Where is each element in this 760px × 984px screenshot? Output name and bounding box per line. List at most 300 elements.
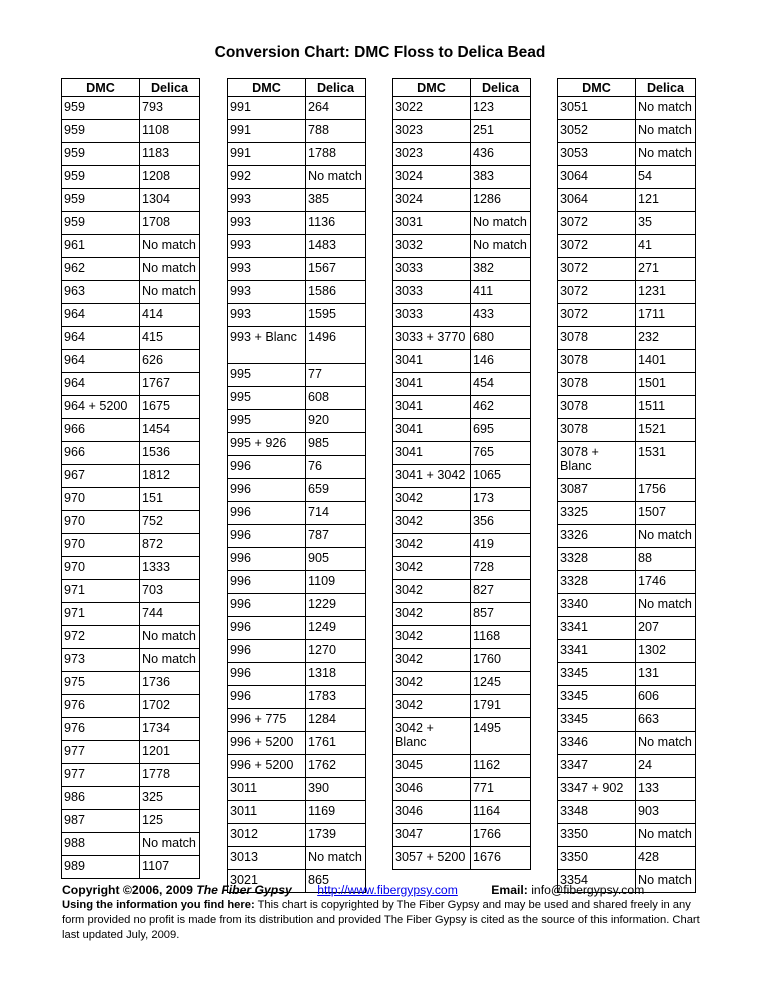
dmc-cell: 3046 — [393, 801, 471, 824]
delica-cell: 1675 — [140, 396, 200, 419]
delica-header: Delica — [140, 79, 200, 97]
delica-cell: No match — [636, 525, 696, 548]
dmc-cell: 3011 — [228, 778, 306, 801]
delica-cell: 1739 — [306, 824, 366, 847]
dmc-cell: 3350 — [558, 824, 636, 847]
dmc-cell: 3031 — [393, 212, 471, 235]
dmc-cell: 991 — [228, 97, 306, 120]
table-row — [62, 672, 200, 695]
table-row — [393, 465, 531, 488]
table-row — [393, 419, 531, 442]
email-address[interactable]: info@fibergypsy.com — [531, 883, 645, 897]
dmc-cell: 3042 — [393, 557, 471, 580]
table-row — [558, 709, 696, 732]
table-row — [558, 281, 696, 304]
dmc-cell: 964 + 5200 — [62, 396, 140, 419]
table-row — [228, 433, 366, 456]
delica-cell: 1065 — [471, 465, 531, 488]
table-row — [558, 97, 696, 120]
delica-cell: 1304 — [140, 189, 200, 212]
table-row — [393, 672, 531, 695]
dmc-cell: 3033 + 3770 — [393, 327, 471, 350]
table-row — [228, 120, 366, 143]
dmc-cell: 3341 — [558, 617, 636, 640]
dmc-cell: 3033 — [393, 281, 471, 304]
delica-cell: 827 — [471, 580, 531, 603]
delica-cell: 1109 — [306, 571, 366, 594]
delica-cell: 1318 — [306, 663, 366, 686]
delica-cell: 680 — [471, 327, 531, 350]
delica-cell: 1164 — [471, 801, 531, 824]
delica-cell: 125 — [140, 810, 200, 833]
dmc-cell: 995 — [228, 364, 306, 387]
page-title: Conversion Chart: DMC Floss to Delica Bead — [214, 44, 546, 61]
table-row — [393, 258, 531, 281]
delica-cell: 695 — [471, 419, 531, 442]
table-row — [228, 640, 366, 663]
dmc-cell: 3042 — [393, 511, 471, 534]
delica-cell: 41 — [636, 235, 696, 258]
table-row — [558, 732, 696, 755]
table-row — [558, 525, 696, 548]
table-row — [393, 801, 531, 824]
table-row — [393, 143, 531, 166]
delica-cell: 24 — [636, 755, 696, 778]
delica-cell: 131 — [636, 663, 696, 686]
table-row — [228, 281, 366, 304]
table-row — [228, 189, 366, 212]
table-row — [62, 856, 200, 879]
copyright-line — [62, 883, 710, 898]
table-row — [228, 847, 366, 870]
table-row — [62, 97, 200, 120]
table-row — [558, 189, 696, 212]
dmc-cell: 976 — [62, 695, 140, 718]
delica-cell: 1333 — [140, 557, 200, 580]
table-row — [558, 571, 696, 594]
table-row — [393, 695, 531, 718]
dmc-cell: 3072 — [558, 235, 636, 258]
table-row — [393, 304, 531, 327]
table-row — [62, 580, 200, 603]
dmc-cell: 991 — [228, 120, 306, 143]
delica-cell: 271 — [636, 258, 696, 281]
delica-cell: 1708 — [140, 212, 200, 235]
table-row — [228, 617, 366, 640]
delica-cell: 1249 — [306, 617, 366, 640]
dmc-cell: 970 — [62, 511, 140, 534]
dmc-cell: 995 — [228, 387, 306, 410]
dmc-cell: 3072 — [558, 281, 636, 304]
dmc-cell: 971 — [62, 580, 140, 603]
delica-cell: No match — [636, 870, 696, 893]
delica-cell: 920 — [306, 410, 366, 433]
delica-cell: No match — [636, 143, 696, 166]
delica-cell: 608 — [306, 387, 366, 410]
dmc-cell: 3011 — [228, 801, 306, 824]
dmc-cell: 3022 — [393, 97, 471, 120]
delica-cell: 414 — [140, 304, 200, 327]
delica-cell: 1567 — [306, 258, 366, 281]
dmc-cell: 993 — [228, 212, 306, 235]
dmc-cell: 3033 — [393, 304, 471, 327]
table-row — [558, 120, 696, 143]
table-row — [558, 396, 696, 419]
delica-cell: 123 — [471, 97, 531, 120]
delica-cell: 1496 — [306, 327, 366, 364]
dmc-cell: 964 — [62, 327, 140, 350]
dmc-cell: 3012 — [228, 824, 306, 847]
table-row — [393, 557, 531, 580]
dmc-cell: 3053 — [558, 143, 636, 166]
table-row — [558, 350, 696, 373]
dmc-cell: 3024 — [393, 189, 471, 212]
delica-cell: No match — [471, 212, 531, 235]
table-row — [62, 718, 200, 741]
table-row — [393, 580, 531, 603]
dmc-cell: 993 — [228, 258, 306, 281]
table-row — [228, 97, 366, 120]
dmc-cell: 3051 — [558, 97, 636, 120]
delica-cell: 121 — [636, 189, 696, 212]
table-row — [228, 235, 366, 258]
dmc-cell: 995 — [228, 410, 306, 433]
delica-cell: 1746 — [636, 571, 696, 594]
dmc-cell: 3345 — [558, 686, 636, 709]
table-row — [558, 801, 696, 824]
delica-cell: 1760 — [471, 649, 531, 672]
delica-cell: 1136 — [306, 212, 366, 235]
table-row — [558, 663, 696, 686]
dmc-cell: 3032 — [393, 235, 471, 258]
delica-cell: 1108 — [140, 120, 200, 143]
delica-cell: 415 — [140, 327, 200, 350]
delica-header: Delica — [306, 79, 366, 97]
dmc-cell: 3326 — [558, 525, 636, 548]
usage-notice — [62, 898, 710, 943]
footer — [62, 883, 710, 943]
delica-cell: 1767 — [140, 373, 200, 396]
dmc-cell: 966 — [62, 442, 140, 465]
delica-cell: 1401 — [636, 350, 696, 373]
delica-cell: No match — [471, 235, 531, 258]
delica-cell: 1107 — [140, 856, 200, 879]
delica-cell: 251 — [471, 120, 531, 143]
table-row — [62, 534, 200, 557]
table-row — [228, 304, 366, 327]
copyright-text: Copyright ©2006, 2009 — [62, 883, 197, 897]
delica-cell: 390 — [306, 778, 366, 801]
table-row — [558, 304, 696, 327]
dmc-cell: 3046 — [393, 778, 471, 801]
dmc-cell: 966 — [62, 419, 140, 442]
delica-cell: 606 — [636, 686, 696, 709]
delica-cell: No match — [140, 235, 200, 258]
dmc-cell: 3072 — [558, 304, 636, 327]
dmc-cell: 991 — [228, 143, 306, 166]
table-row — [62, 787, 200, 810]
delica-cell: 1766 — [471, 824, 531, 847]
table-row — [228, 594, 366, 617]
dmc-cell: 3042 — [393, 603, 471, 626]
table-row — [558, 755, 696, 778]
table-row — [62, 212, 200, 235]
dmc-cell: 3041 — [393, 419, 471, 442]
dmc-cell: 3041 — [393, 373, 471, 396]
conversion-table-2 — [227, 78, 366, 893]
delica-cell: 1511 — [636, 396, 696, 419]
dmc-cell: 988 — [62, 833, 140, 856]
dmc-header: DMC — [62, 79, 140, 97]
conversion-table-4 — [557, 78, 696, 893]
table-row — [558, 258, 696, 281]
table-row — [228, 212, 366, 235]
delica-cell: 1162 — [471, 755, 531, 778]
delica-cell: 77 — [306, 364, 366, 387]
delica-cell: 1483 — [306, 235, 366, 258]
delica-cell: 765 — [471, 442, 531, 465]
table-row — [228, 258, 366, 281]
conversion-table-3 — [392, 78, 531, 870]
table-row — [228, 571, 366, 594]
dmc-cell: 3045 — [393, 755, 471, 778]
delica-cell: 857 — [471, 603, 531, 626]
table-row — [393, 396, 531, 419]
table-row — [558, 235, 696, 258]
table-row — [62, 603, 200, 626]
dmc-cell: 3041 + 3042 — [393, 465, 471, 488]
site-name: The Fiber Gypsy — [196, 883, 292, 897]
table-row — [558, 373, 696, 396]
delica-cell: 659 — [306, 479, 366, 502]
table-row — [393, 350, 531, 373]
table-row — [62, 419, 200, 442]
table-row — [558, 143, 696, 166]
delica-cell: 771 — [471, 778, 531, 801]
table-row — [558, 479, 696, 502]
delica-cell: 133 — [636, 778, 696, 801]
table-row — [62, 396, 200, 419]
table-row — [228, 327, 366, 364]
delica-cell: 787 — [306, 525, 366, 548]
dmc-cell: 3013 — [228, 847, 306, 870]
table-row — [62, 304, 200, 327]
dmc-cell: 996 — [228, 525, 306, 548]
dmc-cell: 970 — [62, 534, 140, 557]
delica-cell: 382 — [471, 258, 531, 281]
delica-cell: 383 — [471, 166, 531, 189]
delica-cell: 1783 — [306, 686, 366, 709]
table-row — [228, 686, 366, 709]
delica-cell: 411 — [471, 281, 531, 304]
conversion-table-1 — [61, 78, 200, 879]
dmc-cell: 3041 — [393, 350, 471, 373]
table-row — [62, 189, 200, 212]
dmc-cell: 3078 + Blanc — [558, 442, 636, 479]
dmc-cell: 993 — [228, 304, 306, 327]
dmc-cell: 996 — [228, 640, 306, 663]
dmc-cell: 993 — [228, 235, 306, 258]
delica-cell: 1734 — [140, 718, 200, 741]
delica-cell: 1501 — [636, 373, 696, 396]
table-row — [558, 548, 696, 571]
delica-cell: 1586 — [306, 281, 366, 304]
dmc-cell: 3064 — [558, 166, 636, 189]
dmc-cell: 3042 — [393, 672, 471, 695]
delica-cell: 264 — [306, 97, 366, 120]
dmc-cell: 3023 — [393, 143, 471, 166]
dmc-cell: 3328 — [558, 548, 636, 571]
delica-cell: 1761 — [306, 732, 366, 755]
delica-cell: No match — [140, 649, 200, 672]
delica-header: Delica — [471, 79, 531, 97]
dmc-cell: 3078 — [558, 396, 636, 419]
dmc-cell: 3346 — [558, 732, 636, 755]
dmc-cell: 3047 — [393, 824, 471, 847]
dmc-cell: 3341 — [558, 640, 636, 663]
delica-cell: 454 — [471, 373, 531, 396]
table-row — [228, 778, 366, 801]
delica-cell: 1286 — [471, 189, 531, 212]
dmc-cell: 993 + Blanc — [228, 327, 306, 364]
dmc-cell: 3024 — [393, 166, 471, 189]
dmc-cell: 3033 — [393, 258, 471, 281]
dmc-cell: 996 — [228, 502, 306, 525]
table-row — [62, 442, 200, 465]
table-row — [393, 778, 531, 801]
table-row — [558, 847, 696, 870]
table-row — [393, 373, 531, 396]
table-row — [228, 364, 366, 387]
dmc-cell: 963 — [62, 281, 140, 304]
table-row — [228, 502, 366, 525]
dmc-cell: 3042 + Blanc — [393, 718, 471, 755]
delica-cell: No match — [636, 120, 696, 143]
table-row — [558, 419, 696, 442]
dmc-cell: 996 — [228, 571, 306, 594]
dmc-cell: 959 — [62, 189, 140, 212]
delica-cell: No match — [306, 847, 366, 870]
delica-cell: 714 — [306, 502, 366, 525]
table-row — [558, 617, 696, 640]
table-row — [62, 281, 200, 304]
dmc-cell: 959 — [62, 166, 140, 189]
dmc-cell: 3087 — [558, 479, 636, 502]
delica-cell: 1778 — [140, 764, 200, 787]
delica-cell: No match — [306, 166, 366, 189]
delica-cell: 1595 — [306, 304, 366, 327]
table-row — [62, 810, 200, 833]
dmc-cell: 3042 — [393, 649, 471, 672]
dmc-cell: 3345 — [558, 663, 636, 686]
dmc-cell: 3042 — [393, 580, 471, 603]
usage-text: This chart is copyrighted by The Fiber Gypsy and may be used and shared freely in any form provided no profit is made from its distribution and provided The Fiber Gypsy is cited as the source of this information. Chart last updated July, 2009. — [62, 899, 700, 941]
delica-cell: 1702 — [140, 695, 200, 718]
delica-cell: 1736 — [140, 672, 200, 695]
table-row — [228, 548, 366, 571]
dmc-cell: 3023 — [393, 120, 471, 143]
dmc-cell: 996 + 5200 — [228, 732, 306, 755]
dmc-cell: 3021 — [228, 870, 306, 893]
delica-cell: 1201 — [140, 741, 200, 764]
delica-cell: 703 — [140, 580, 200, 603]
table-row — [62, 373, 200, 396]
dmc-cell: 3042 — [393, 488, 471, 511]
table-row — [393, 120, 531, 143]
table-row — [62, 511, 200, 534]
usage-label: Using the information you find here: — [62, 899, 255, 911]
delica-cell: 872 — [140, 534, 200, 557]
dmc-cell: 972 — [62, 626, 140, 649]
delica-cell: 433 — [471, 304, 531, 327]
table-row — [62, 235, 200, 258]
delica-cell: 905 — [306, 548, 366, 571]
dmc-cell: 3042 — [393, 695, 471, 718]
email-label: Email: — [491, 883, 532, 897]
dmc-header: DMC — [228, 79, 306, 97]
table-row — [62, 258, 200, 281]
delica-cell: 325 — [140, 787, 200, 810]
delica-cell: 1711 — [636, 304, 696, 327]
dmc-cell: 3078 — [558, 350, 636, 373]
delica-cell: No match — [636, 732, 696, 755]
delica-cell: No match — [140, 626, 200, 649]
delica-cell: 436 — [471, 143, 531, 166]
table-row — [558, 327, 696, 350]
table-row — [393, 649, 531, 672]
table-row — [62, 626, 200, 649]
delica-cell: 1169 — [306, 801, 366, 824]
delica-cell: 788 — [306, 120, 366, 143]
dmc-cell: 987 — [62, 810, 140, 833]
table-row — [228, 387, 366, 410]
delica-cell: No match — [140, 258, 200, 281]
dmc-cell: 986 — [62, 787, 140, 810]
table-row — [393, 534, 531, 557]
delica-cell: 1231 — [636, 281, 696, 304]
delica-cell: 744 — [140, 603, 200, 626]
table-row — [62, 741, 200, 764]
dmc-cell: 996 + 775 — [228, 709, 306, 732]
delica-cell: 146 — [471, 350, 531, 373]
delica-cell: 1284 — [306, 709, 366, 732]
delica-cell: 1812 — [140, 465, 200, 488]
delica-cell: 1762 — [306, 755, 366, 778]
table-row — [62, 649, 200, 672]
table-row — [228, 824, 366, 847]
dmc-cell: 3347 — [558, 755, 636, 778]
table-row — [62, 695, 200, 718]
dmc-cell: 977 — [62, 764, 140, 787]
dmc-cell: 3350 — [558, 847, 636, 870]
delica-cell: No match — [140, 281, 200, 304]
table-row — [393, 97, 531, 120]
dmc-cell: 3347 + 902 — [558, 778, 636, 801]
dmc-cell: 959 — [62, 120, 140, 143]
dmc-cell: 959 — [62, 143, 140, 166]
delica-cell: 76 — [306, 456, 366, 479]
dmc-cell: 975 — [62, 672, 140, 695]
table-row — [62, 143, 200, 166]
table-row — [393, 189, 531, 212]
delica-header: Delica — [636, 79, 696, 97]
dmc-cell: 973 — [62, 649, 140, 672]
delica-cell: 1454 — [140, 419, 200, 442]
website-link[interactable]: http://www.fibergypsy.com — [317, 883, 458, 897]
delica-cell: 35 — [636, 212, 696, 235]
table-row — [228, 479, 366, 502]
delica-cell: 1788 — [306, 143, 366, 166]
